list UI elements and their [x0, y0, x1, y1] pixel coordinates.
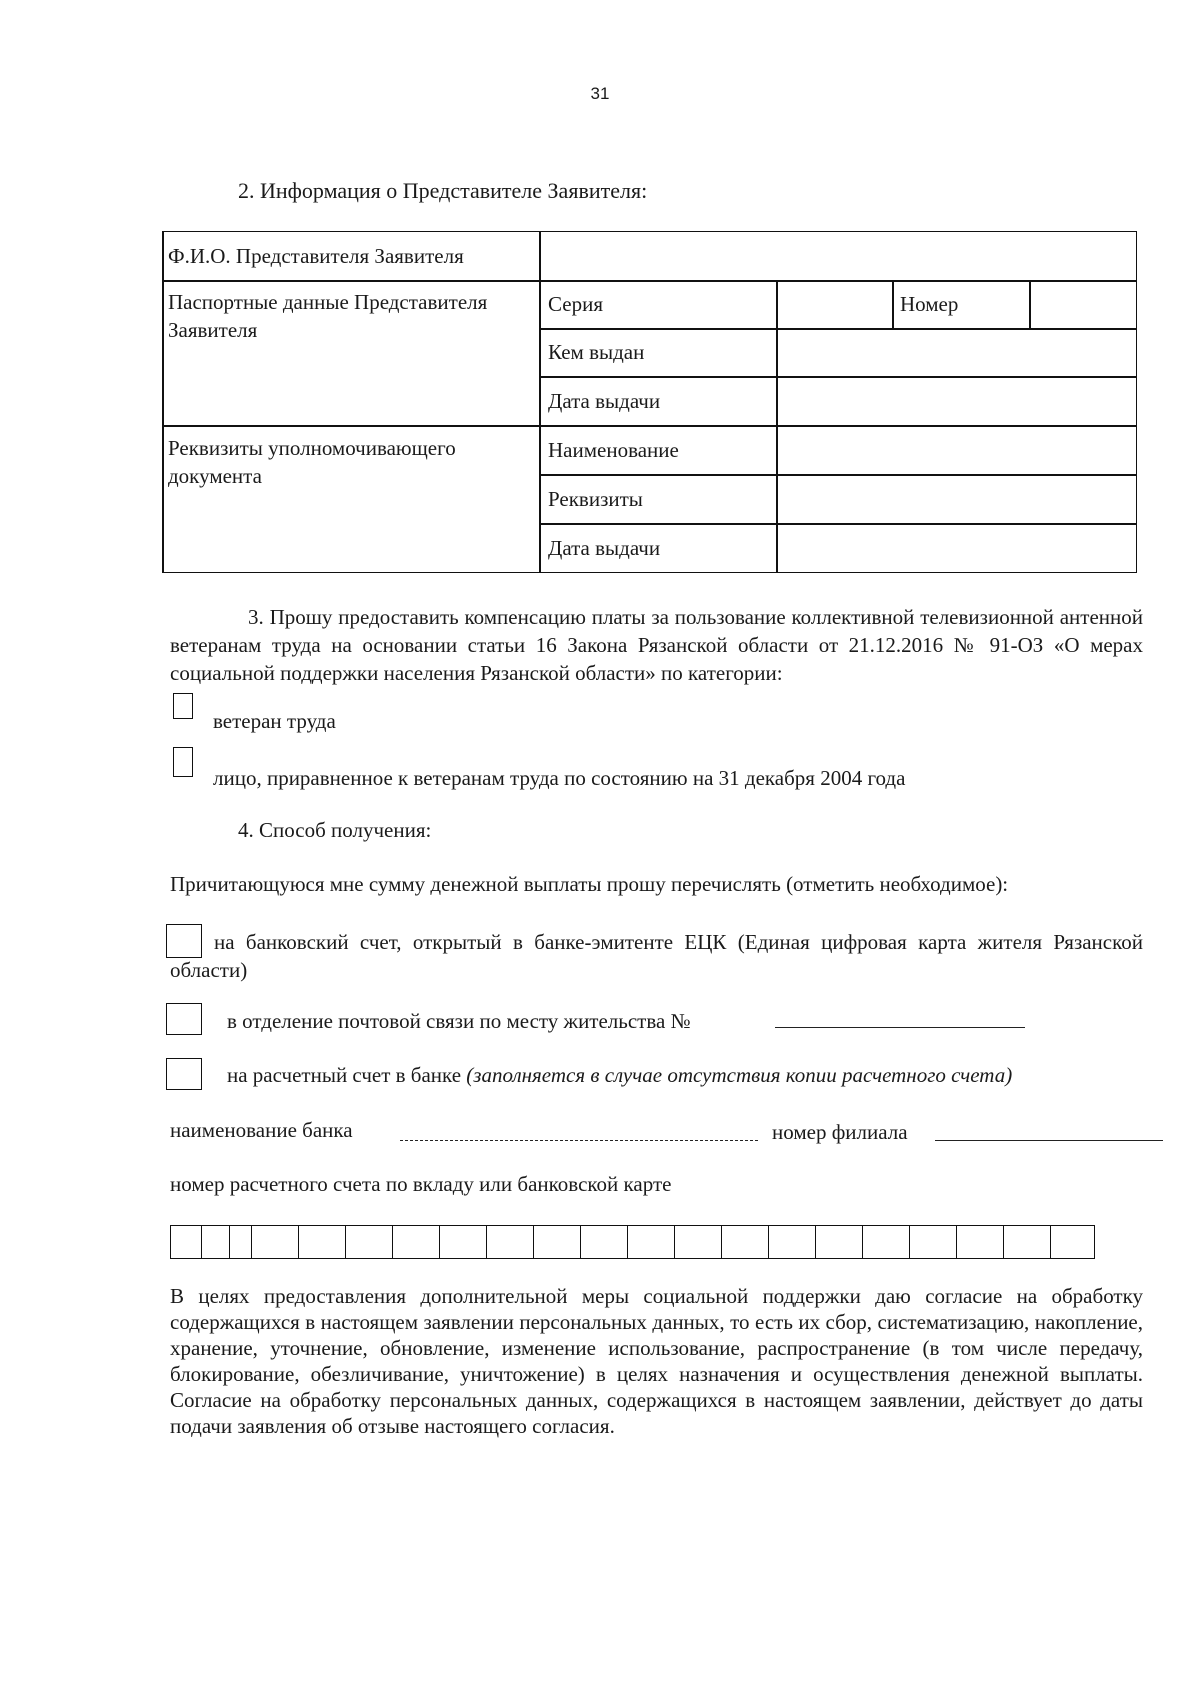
consent-paragraph: В целях предоставления дополнительной меры социальной поддержки даю согласие на обработку содержащихся в настоящем заявлении персональных данных, то есть их сбор, систематизацию, накопление, хранение, уточнение, обновление, изменение использование, распространение (в том числе передачу, блокирование, обезличивание, уничтожение) в целях назначения и осуществления денежной выплаты. Согласие на обработку персональных данных, содержащихся в настоящем заявлении, действует до даты подачи заявления об отзыве настоящего согласия.	[170, 1284, 1143, 1438]
table-row-line	[162, 425, 1137, 427]
number-label: Номер	[900, 292, 959, 316]
table-number-value-divider	[1029, 280, 1031, 328]
grid-cell-divider	[533, 1226, 534, 1258]
option-veteran-label: ветеран труда	[213, 709, 336, 733]
checkbox-equivalent[interactable]	[173, 747, 193, 777]
option-post-office-label: в отделение почтовой связи по месту жительства №	[227, 1009, 691, 1033]
grid-cell-divider	[345, 1226, 346, 1258]
series-label: Серия	[548, 292, 603, 316]
grid-cell-divider	[298, 1226, 299, 1258]
section-4-heading: 4. Способ получения:	[238, 818, 432, 842]
table-number-divider	[892, 280, 894, 328]
table-border-left	[162, 232, 164, 572]
issue-date-label: Дата выдачи	[548, 389, 661, 413]
grid-cell-divider	[201, 1226, 202, 1258]
grid-cell-divider	[251, 1226, 252, 1258]
table-row-line	[539, 474, 1137, 476]
grid-cell-divider	[862, 1226, 863, 1258]
option-equivalent-label: лицо, приравненное к ветеранам труда по состоянию на 31 декабря 2004 года	[213, 766, 906, 790]
grid-cell-divider	[486, 1226, 487, 1258]
grid-cell-divider	[229, 1226, 230, 1258]
account-number-label: номер расчетного счета по вкладу или банковской карте	[170, 1172, 672, 1196]
grid-cell-divider	[815, 1226, 816, 1258]
doc-name-label: Наименование	[548, 438, 679, 462]
grid-cell-divider	[580, 1226, 581, 1258]
page-number: 31	[590, 84, 610, 103]
branch-label: номер филиала	[772, 1120, 908, 1144]
table-row-line	[162, 280, 1137, 282]
grid-cell-divider	[768, 1226, 769, 1258]
branch-line[interactable]	[935, 1140, 1163, 1141]
checkbox-veteran[interactable]	[173, 693, 193, 719]
grid-cell-divider	[627, 1226, 628, 1258]
doc-details-label: Реквизиты	[548, 487, 643, 511]
grid-cell-divider	[439, 1226, 440, 1258]
representative-table	[162, 231, 1137, 573]
table-border-right	[1136, 232, 1138, 572]
grid-cell-divider	[674, 1226, 675, 1258]
grid-cell-divider	[392, 1226, 393, 1258]
grid-cell-divider	[909, 1226, 910, 1258]
grid-cell-divider	[1003, 1226, 1004, 1258]
grid-cell-divider	[1050, 1226, 1051, 1258]
doc-issue-date-label: Дата выдачи	[548, 536, 661, 560]
option-account-label: на расчетный счет в банке (заполняется в случае отсутствия копии расчетного счета)	[227, 1063, 1013, 1087]
account-number-grid[interactable]	[170, 1225, 1095, 1259]
passport-label: Паспортные данные Представителя Заявителя	[168, 290, 488, 342]
table-row-line	[539, 328, 1137, 330]
checkbox-account[interactable]	[166, 1058, 202, 1090]
grid-cell-divider	[721, 1226, 722, 1258]
checkbox-post-office[interactable]	[166, 1003, 202, 1035]
grid-cell-divider	[956, 1226, 957, 1258]
option-bank-card-label: на банковский счет, открытый в банке-эмитенте ЕЦК (Единая цифровая карта жителя Рязанской области)	[170, 930, 1143, 982]
table-row-line	[539, 523, 1137, 525]
post-office-number-line[interactable]	[775, 1027, 1025, 1028]
fio-label: Ф.И.О. Представителя Заявителя	[168, 244, 464, 268]
issued-by-label: Кем выдан	[548, 340, 645, 364]
bank-name-label: наименование банка	[170, 1118, 353, 1142]
bank-name-line[interactable]	[400, 1140, 758, 1141]
section-3-paragraph: 3. Прошу предоставить компенсацию платы за пользование коллективной телевизионной антенной ветеранам труда на основании статьи 16 Закона Рязанской области от 21.12.2016 № 91-ОЗ «О мерах социальной поддержки населения Рязанской области» по категории:	[170, 605, 1143, 685]
table-column-divider	[539, 232, 541, 572]
section-4-intro: Причитающуюся мне сумму денежной выплаты прошу перечислять (отметить необходимое):	[170, 872, 1009, 896]
authority-doc-label: Реквизиты уполномочивающего документа	[168, 436, 456, 488]
table-row-line	[539, 376, 1137, 378]
section-2-heading: 2. Информация о Представителе Заявителя:	[238, 178, 648, 203]
